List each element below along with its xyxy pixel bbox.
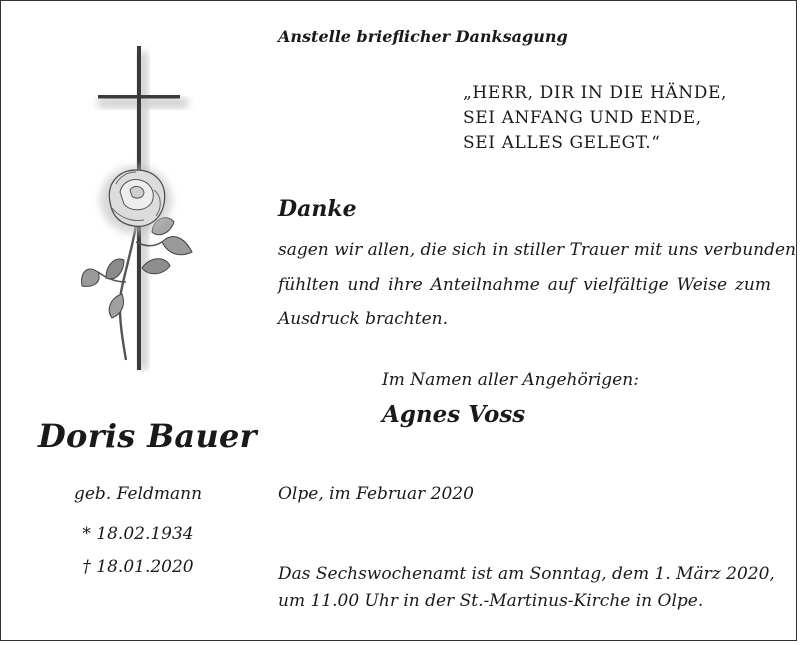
- thanks-line-3: Ausdruck brachten.: [278, 309, 448, 329]
- verse-line-3: SEI ALLES GELEGT.“: [463, 133, 661, 153]
- thanks-line-1: sagen wir allen, die sich in stiller Trauer mit uns verbunden: [278, 240, 796, 260]
- place-date: Olpe, im Februar 2020: [278, 484, 474, 504]
- thanks-line-2: fühlten und ihre Anteilnahme auf vielfältige Weise zum: [278, 275, 771, 295]
- cross-with-rose-icon: [76, 42, 196, 372]
- verse-line-2: SEI ANFANG UND ENDE,: [463, 108, 702, 128]
- service-line-2: um 11.00 Uhr in der St.-Martinus-Kirche in Olpe.: [278, 591, 704, 611]
- birth-date: * 18.02.1934: [82, 524, 194, 544]
- deceased-maiden-name: geb. Feldmann: [73, 484, 203, 504]
- verse-line-1: „HERR, DIR IN DIE HÄNDE,: [463, 83, 727, 103]
- signature-intro: Im Namen aller Angehörigen:: [382, 370, 639, 390]
- service-line-1: Das Sechswochenamt ist am Sonntag, dem 1. März 2020,: [278, 564, 775, 584]
- notice-heading: Anstelle brieflicher Danksagung: [278, 27, 568, 46]
- signature-name: Agnes Voss: [382, 401, 526, 428]
- death-date: † 18.01.2020: [82, 557, 194, 577]
- deceased-name: Doris Bauer: [38, 417, 257, 455]
- thanks-heading: Danke: [278, 196, 357, 222]
